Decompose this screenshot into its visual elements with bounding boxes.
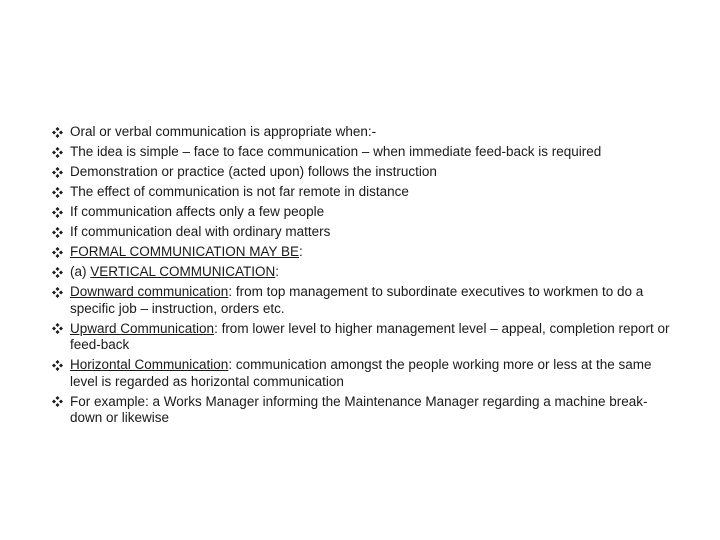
list-item bbox=[52, 244, 672, 261]
four-diamond-bullet-icon bbox=[52, 360, 63, 371]
list-item-text: If communication deal with ordinary matters bbox=[70, 224, 331, 239]
list-item-text: The idea is simple – face to face communication – when immediate feed-back is required bbox=[70, 144, 602, 159]
four-diamond-bullet-icon bbox=[52, 207, 63, 218]
section-heading-formal: FORMAL COMMUNICATION MAY BE bbox=[70, 244, 300, 259]
list-item-text: : bbox=[275, 264, 280, 279]
list-item bbox=[52, 357, 672, 390]
section-heading-vertical: VERTICAL COMMUNICATION bbox=[90, 264, 276, 279]
list-item bbox=[52, 321, 672, 354]
term-upward: Upward Communication bbox=[70, 320, 215, 336]
list-item-text: : from lower level to higher management level – appeal, completion report or feed-back bbox=[70, 320, 670, 352]
four-diamond-bullet-icon bbox=[52, 147, 63, 158]
four-diamond-bullet-icon bbox=[52, 187, 63, 198]
list-item bbox=[52, 204, 672, 221]
list-item-text: : from top management to subordinate executives to workmen to do a specific job – instruction, orders etc. bbox=[70, 284, 644, 316]
four-diamond-bullet-icon bbox=[52, 396, 63, 407]
four-diamond-bullet-icon bbox=[52, 287, 63, 298]
list-item-text: The effect of communication is not far remote in distance bbox=[70, 184, 409, 199]
list-item bbox=[52, 164, 672, 181]
four-diamond-bullet-icon bbox=[52, 247, 63, 258]
list-item-text: : bbox=[299, 244, 303, 259]
list-item-prefix: (a) bbox=[70, 264, 91, 279]
list-item bbox=[52, 284, 672, 317]
list-item-text: For example: a Works Manager informing the Maintenance Manager regarding a machine break-down or likewise bbox=[70, 393, 648, 425]
list-item bbox=[52, 394, 672, 427]
four-diamond-bullet-icon bbox=[52, 267, 63, 278]
list-item bbox=[52, 124, 672, 141]
four-diamond-bullet-icon bbox=[52, 167, 63, 178]
term-horizontal: Horizontal Communication bbox=[70, 357, 229, 372]
list-item bbox=[52, 224, 672, 241]
four-diamond-bullet-icon bbox=[52, 227, 63, 238]
four-diamond-bullet-icon bbox=[52, 127, 63, 138]
list-item-text: Oral or verbal communication is appropriate when:- bbox=[70, 124, 377, 139]
list-item-text: Demonstration or practice (acted upon) follows the instruction bbox=[70, 164, 437, 179]
list-item-text: : communication amongst the people working more or less at the same level is regarded as horizontal communication bbox=[70, 357, 652, 389]
four-diamond-bullet-icon bbox=[52, 323, 63, 334]
list-item-text: If communication affects only a few people bbox=[70, 204, 325, 219]
list-item bbox=[52, 144, 672, 161]
list-item bbox=[52, 264, 672, 281]
term-downward: Downward communication bbox=[70, 284, 229, 299]
list-item bbox=[52, 184, 672, 201]
bullet-list bbox=[52, 124, 672, 430]
